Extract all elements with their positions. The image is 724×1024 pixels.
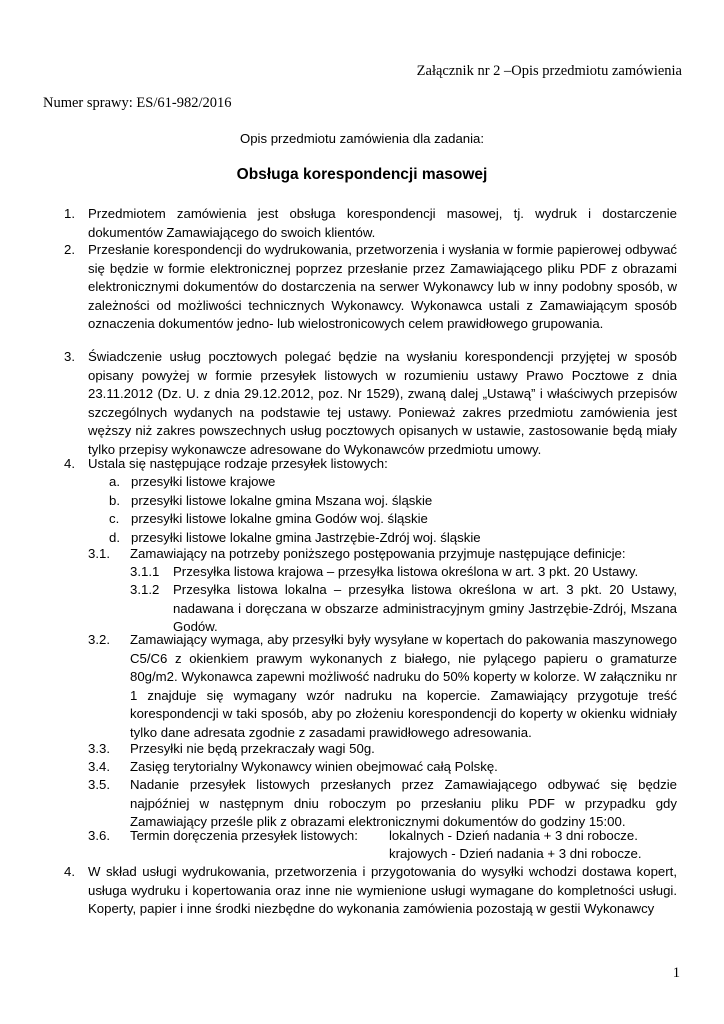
list-item-number: 2. <box>64 242 75 257</box>
section-text: Zasięg terytorialny Wykonawcy winien obejmować całą Polskę. <box>130 759 498 774</box>
subsection-number: 3.1.1 <box>130 564 160 579</box>
list-item-text: Świadczenie usług pocztowych polegać będzie na wysłaniu korespondencji przyjętej w sposób opisany powyżej w formie przesyłek listowych w rozumieniu ustawy Prawo Pocztowe z dnia 23.11.2012 (Dz. U. z dnia 29.12.2012, poz. Nr 1529), zwaną dalej „Ustawą” i właściwych przepisów szczególnych wydanych na podstawie tej ustawy. Ponieważ zakres przedmiotu zamówienia jest węższy niż zakres powszechnych usług pocztowych opisanych w ustawie, zastosowanie będą miały tylko przepisy wykonawcze adresowane do Wykonawców przedmiotu umowy. <box>88 349 677 457</box>
list-marker: d. <box>109 529 120 545</box>
list-item-text: Ustala się następujące rodzaje przesyłek listowych: <box>88 456 388 471</box>
annex-heading: Załącznik nr 2 –Opis przedmiotu zamówienia <box>416 63 682 79</box>
section-text: Termin doręczenia przesyłek listowych: <box>130 828 358 843</box>
section-number: 3.6. <box>88 828 110 843</box>
list-item-number: 3. <box>64 349 75 364</box>
section-number: 3.2. <box>88 632 110 647</box>
list-item-number: 4. <box>64 456 75 471</box>
section-number: 3.1. <box>88 546 110 561</box>
list-item-text: Przedmiotem zamówienia jest obsługa korespondencji masowej, tj. wydruk i dostarczenie dokumentów Zamawiającego do swoich klientów. <box>88 206 677 240</box>
list-item <box>109 473 481 492</box>
section-number: 3.4. <box>88 759 110 774</box>
letter-type-list <box>109 473 481 547</box>
list-marker: b. <box>109 492 120 508</box>
list-item-text: Przesłanie korespondencji do wydrukowania, przetworzenia i wysłania w formie papierowej odbywać się będzie w formie elektronicznej poprzez przesłanie przez Zamawiającego pliku PDF z obrazami elektronicznymi dokumentów do dostarczenia na serwer Wykonawcy lub w inny podobny sposób, w zależności od możliwości technicznych Wykonawcy. Wykonawca ustali z Zamawiającym sposób oznaczenia dokumentów jedno- lub wielostronicowych celem prawidłowego grupowania. <box>88 242 677 332</box>
list-marker: c. <box>109 511 120 527</box>
section-text: Przesyłki nie będą przekraczały wagi 50g. <box>130 741 375 756</box>
list-item-label: przesyłki listowe krajowe <box>131 474 276 489</box>
list-item-text: W skład usługi wydrukowania, przetworzenia i przygotowania do wysyłki wchodzi dostawa kopert, usługa wydruku i kopertowania oraz inne nie wymienione usługi wymagane do kompletności usługi. Koperty, papier i inne środki niezbędne do wykonania zamówienia pozostają w gestii Wykonawcy <box>88 864 677 917</box>
list-item-label: przesyłki listowe lokalne gmina Godów woj. śląskie <box>131 511 428 527</box>
section-text: Nadanie przesyłek listowych przesłanych przez Zamawiającego odbywać się będzie najpóźniej w następnym dniu roboczym po przesłaniu pliku PDF w przypadku gdy Zamawiający prześle plik z obrazami elektronicznymi dokumentów do godziny 15:00. <box>130 777 677 830</box>
list-item-number: 4. <box>64 864 75 879</box>
list-item-number: 1. <box>64 206 75 221</box>
list-item <box>109 510 481 529</box>
list-item <box>109 492 481 511</box>
list-marker: a. <box>109 474 120 489</box>
section-text: Zamawiający wymaga, aby przesyłki były wysyłane w kopertach do pakowania maszynowego C5/C6 z okienkiem prawym wykonanych z białego, nie pylącego papieru o gramaturze 80g/m2. Wykonawca zapewni możliwość nadruku do 50% koperty w kolorze. W załączniku nr 1 znajduje się wymagany wzór nadruku na kopercie. Zamawiający przygotuje treść korespondencji w taki sposób, aby po złożeniu korespondencji do koperty w okienku widniały tylko dane adresata zgodnie z zasadami prawidłowego adresowania. <box>130 632 677 740</box>
subsection-text: Przesyłka listowa lokalna – przesyłka listowa określona w art. 3 pkt. 20 Ustawy, nadawana i doręczana w obszarze administracyjnym gminy Jastrzębie-Zdrój, Mszana Godów. <box>173 582 677 635</box>
list-item-label: przesyłki listowe lokalne gmina Mszana woj. śląskie <box>131 492 433 508</box>
section-text: Zamawiający na potrzeby poniższego postępowania przyjmuje następujące definicje: <box>130 546 626 561</box>
document-title: Obsługa korespondencji masowej <box>236 166 488 183</box>
section-number: 3.5. <box>88 777 110 792</box>
subsection-number: 3.1.2 <box>130 582 160 597</box>
case-number: Numer sprawy: ES/61-982/2016 <box>43 95 232 111</box>
list-item-label: przesyłki listowe lokalne gmina Jastrzębie-Zdrój woj. śląskie <box>131 529 481 545</box>
delivery-term-local: lokalnych - Dzień nadania + 3 dni robocze. <box>389 828 638 843</box>
subsection-text: Przesyłka listowa krajowa – przesyłka listowa określona w art. 3 pkt. 20 Ustawy. <box>173 564 639 579</box>
intro-line: Opis przedmiotu zamówienia dla zadania: <box>239 131 485 146</box>
delivery-term-domestic: krajowych - Dzień nadania + 3 dni robocze. <box>389 846 642 861</box>
section-number: 3.3. <box>88 741 110 756</box>
page-number: 1 <box>672 965 680 981</box>
